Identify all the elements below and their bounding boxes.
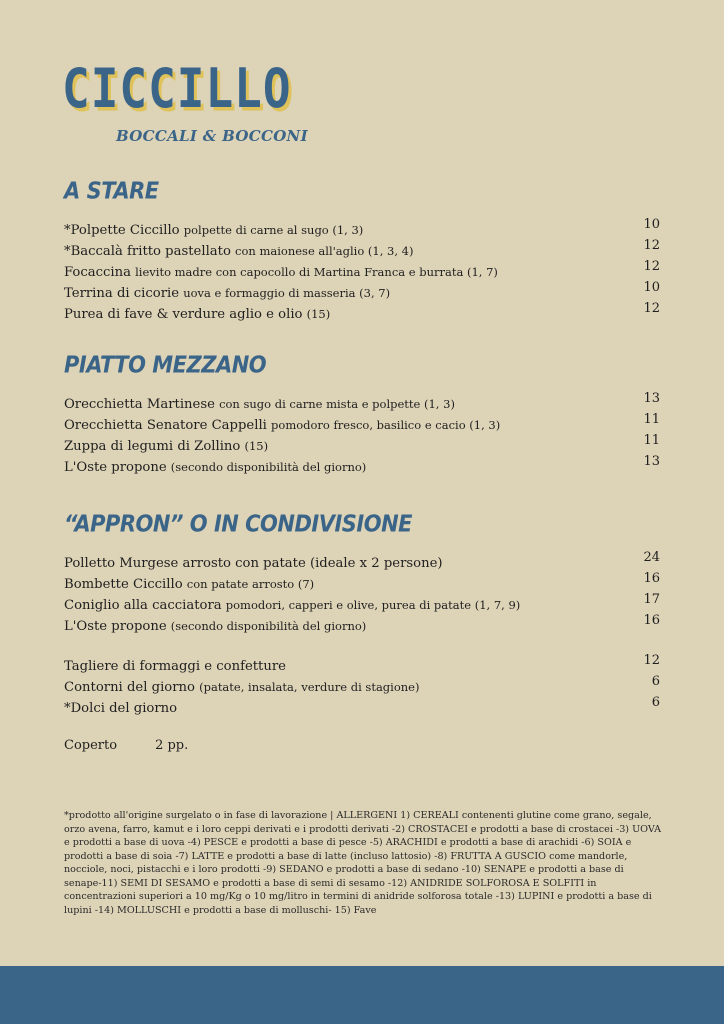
menu-item: Orecchietta Martinese con sugo di carne mista e polpette (1, 3) 13 <box>64 391 660 412</box>
menu-item: L'Oste propone (secondo disponibilità del giorno) 16 <box>64 613 660 634</box>
brand-tagline: BOCCALI & BOCCONI <box>116 127 308 145</box>
menu-item-price: 13 <box>643 454 660 469</box>
section-title-appron: “APPRON” O IN CONDIVISIONE <box>64 511 413 537</box>
menu-item-price: 11 <box>643 433 660 448</box>
menu-item: *Dolci del giorno 6 <box>64 695 660 716</box>
menu-item-price: 16 <box>643 571 660 586</box>
menu-item-price: 12 <box>643 238 660 253</box>
menu-item-price: 17 <box>643 592 660 607</box>
section-title-a-stare: A STARE <box>64 178 159 204</box>
menu-item: Coniglio alla cacciatora pomodori, capperi e olive, purea di patate (1, 7, 9) 17 <box>64 592 660 613</box>
menu-item: Tagliere di formaggi e confetture 12 <box>64 653 660 674</box>
menu-item: Focaccina lievito madre con capocollo di Martina Franca e burrata (1, 7) 12 <box>64 259 660 280</box>
section-title-piatto-mezzano: PIATTO MEZZANO <box>64 352 267 378</box>
menu-item-price: 12 <box>643 653 660 668</box>
menu-item-price: 10 <box>643 217 660 232</box>
coperto <box>64 738 188 753</box>
logo <box>62 55 308 145</box>
menu-item: *Polpette Ciccillo polpette di carne al sugo (1, 3) 10 <box>64 217 660 238</box>
menu-item-price: 13 <box>643 391 660 406</box>
menu-item-price: 24 <box>643 550 660 565</box>
footer-bar <box>0 966 724 1024</box>
menu-item: Polletto Murgese arrosto con patate (ideale x 2 persone) 24 <box>64 550 660 571</box>
menu-item-price: 12 <box>643 301 660 316</box>
menu-item: Zuppa di legumi di Zollino (15) 11 <box>64 433 660 454</box>
menu-item-price: 10 <box>643 280 660 295</box>
menu-item: Contorni del giorno (patate, insalata, verdure di stagione) 6 <box>64 674 660 695</box>
menu-item: *Baccalà fritto pastellato con maionese all'aglio (1, 3, 4) 12 <box>64 238 660 259</box>
brand-name: CICCILLO <box>62 56 292 120</box>
menu-item: Bombette Ciccillo con patate arrosto (7) 16 <box>64 571 660 592</box>
menu-item-price: 6 <box>651 674 660 689</box>
menu-item-price: 12 <box>643 259 660 274</box>
coperto-value: 2 pp. <box>155 738 189 753</box>
menu-item: Orecchietta Senatore Cappelli pomodoro fresco, basilico e cacio (1, 3) 11 <box>64 412 660 433</box>
menu-item-price: 6 <box>651 695 660 710</box>
coperto-label: Coperto <box>64 738 118 753</box>
menu-item-price: 16 <box>643 613 660 628</box>
menu-item: Purea di fave & verdure aglio e olio (15) 12 <box>64 301 660 322</box>
allergen-footnote: *prodotto all'origine surgelato o in fase di lavorazione | ALLERGENI 1) CEREALI contenenti glutine come grano, segale, orzo avena, farro, kamut e i loro ceppi derivati e i prodotti derivati -2) CROSTACEI e prodotti a base di crostacei -3) UOVA e prodotti a base di uova -4) PESCE e prodotti a base di pesce -5) ARACHIDI e prodotti a base di arachidi -6) SOIA e prodotti a base di soia -7) LATTE e prodotti a base di latte (incluso lattosio) -8) FRUTTA A GUSCIO come mandorle, nocciole, noci, pistacchi e i loro prodotti -9) SEDANO e prodotti a base di sedano -10) SENAPE e prodotti a base di senape-11) SEMI DI SESAMO e prodotti a base di semi di sesamo -12) ANIDRIDE SOLFOROSA E SOLFITI in concentrazioni superiori a 10 mg/Kg o 10 mg/litro in termini di anidride solforosa totale -13) LUPINI e prodotti a base di lupini -14) MOLLUSCHI e prodotti a base di molluschi- 15) Fave <box>64 810 662 916</box>
menu-item: L'Oste propone (secondo disponibilità del giorno) 13 <box>64 454 660 475</box>
menu-item-price: 11 <box>643 412 660 427</box>
menu-item: Terrina di cicorie uova e formaggio di masseria (3, 7) 10 <box>64 280 660 301</box>
